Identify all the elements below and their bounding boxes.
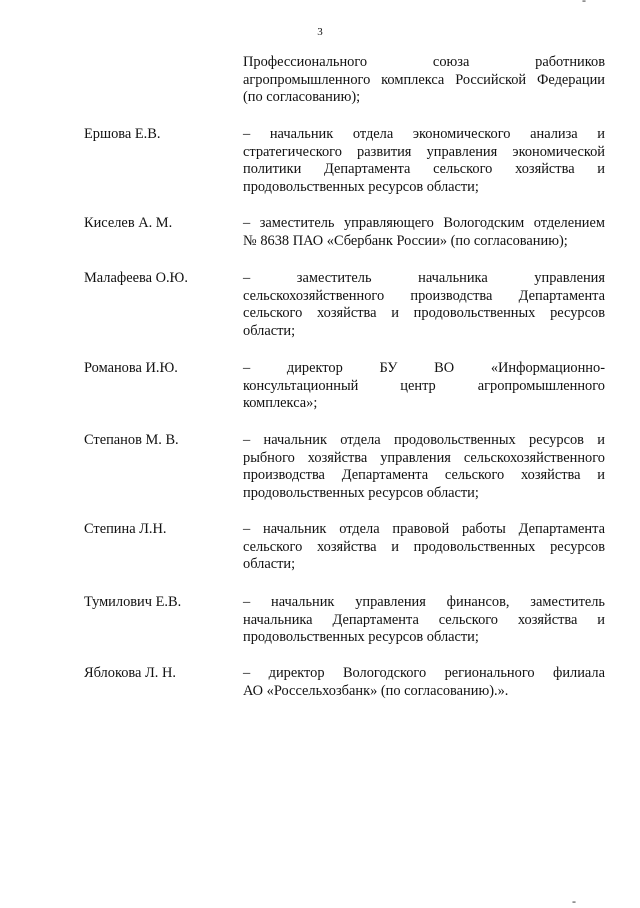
text-line: – заместитель начальника управления <box>243 270 605 286</box>
text-line: области; <box>243 556 296 572</box>
continuation-text <box>243 54 605 107</box>
text-line: области; <box>243 322 296 339</box>
member-position <box>243 126 605 196</box>
member-name: Тумилович Е.В. <box>84 594 182 610</box>
text-line: сельского хозяйства и продовольственных ресурсов <box>243 538 605 555</box>
text-line: начальника Департамента сельского хозяйства и <box>243 611 605 628</box>
text-line: политики Департамента сельского хозяйства и <box>243 161 605 177</box>
text-line: стратегического развития управления экономической <box>243 143 605 160</box>
text-line: – заместитель управляющего Вологодским отделением <box>243 215 605 231</box>
text-line: АО «Россельхозбанк» (по согласованию).». <box>243 682 509 699</box>
text-line: – начальник управления финансов, заместитель <box>243 594 605 610</box>
text-line: агропромышленного комплекса Российской Федерации <box>243 71 605 88</box>
text-line: продовольственных ресурсов области; <box>243 178 479 195</box>
text-line: – начальник отдела продовольственных ресурсов и <box>243 432 605 448</box>
member-name: Киселев А. М. <box>84 215 173 231</box>
text-line: № 8638 ПАО «Сбербанк России» (по согласованию); <box>243 232 568 249</box>
text-line: комплекса»; <box>243 395 318 411</box>
member-position <box>243 270 605 340</box>
member-name: Яблокова Л. Н. <box>84 665 176 681</box>
member-position <box>243 594 605 647</box>
text-line: сельского хозяйства и продовольственных ресурсов <box>243 305 605 321</box>
member-name: Ершова Е.В. <box>84 126 161 142</box>
member-position <box>243 215 605 250</box>
text-line: (по согласованию); <box>243 89 361 105</box>
text-line: – начальник отдела экономического анализа и <box>243 126 605 142</box>
text-line: – директор БУ ВО «Информационно- <box>243 360 605 376</box>
text-line: рыбного хозяйства управления сельскохозяйственного <box>243 449 605 466</box>
corner-mark-bottom: - <box>572 894 576 908</box>
member-name: Романова И.Ю. <box>84 360 178 376</box>
member-name: Малафеева О.Ю. <box>84 270 188 286</box>
text-line: – директор Вологодского регионального филиала <box>243 665 605 681</box>
member-position <box>243 360 605 413</box>
member-position <box>243 665 605 700</box>
member-position <box>243 521 605 574</box>
text-line: Профессионального союза работников <box>243 54 605 70</box>
member-position <box>243 432 605 502</box>
corner-mark-top: - <box>582 0 586 7</box>
member-name: Степанов М. В. <box>84 432 179 448</box>
text-line: продовольственных ресурсов области; <box>243 484 479 501</box>
text-line: консультационный центр агропромышленного <box>243 377 605 394</box>
text-line: производства Департамента сельского хозяйства и <box>243 467 605 483</box>
text-line: продовольственных ресурсов области; <box>243 629 479 645</box>
text-line: сельскохозяйственного производства Департамента <box>243 287 605 304</box>
text-line: – начальник отдела правовой работы Департамента <box>243 521 605 537</box>
member-name: Степина Л.Н. <box>84 521 167 537</box>
page-number: 3 <box>317 26 323 38</box>
